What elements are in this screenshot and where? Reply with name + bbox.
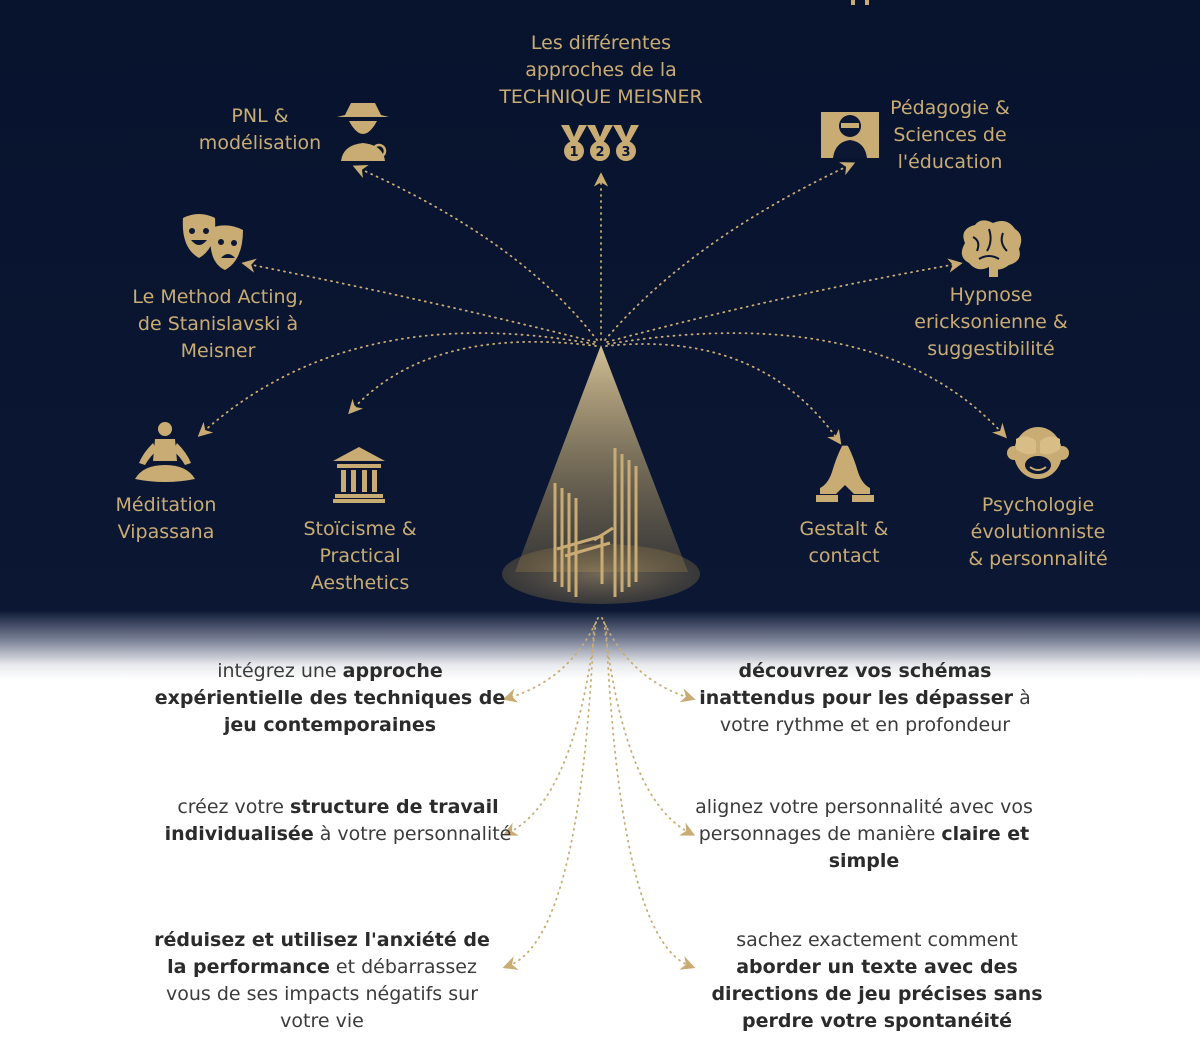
benefit-bold-text: structure de travail individualisée xyxy=(164,796,499,845)
node-stoicisme-line: Stoïcisme & xyxy=(303,518,417,540)
benefit-bold-text: réduisez et utilisez l'anxiété de la performance xyxy=(154,929,490,978)
node-pedagogie-line: Pédagogie & xyxy=(890,97,1010,119)
node-stoicisme-line: Aesthetics xyxy=(310,572,410,594)
benefit-bold-text: claire et simple xyxy=(828,823,1030,872)
benefit-5 xyxy=(142,927,502,1035)
benefit-text: créez votre xyxy=(177,796,291,818)
benefit-4 xyxy=(684,794,1044,875)
arrow-benefit-2 xyxy=(602,618,690,698)
node-hypnose xyxy=(914,282,1067,363)
node-pedagogie xyxy=(890,95,1010,176)
node-stoicisme-line: Practical xyxy=(319,545,401,567)
svg-text:3: 3 xyxy=(621,145,631,160)
benefit-3 xyxy=(158,794,518,848)
node-meisner-line: Les différentes xyxy=(530,32,672,54)
node-stoicisme xyxy=(303,516,416,597)
node-gestalt-line: Gestalt & xyxy=(799,518,889,540)
partial-top-icon xyxy=(851,0,869,5)
node-method-line: de Stanislavski à xyxy=(137,313,299,335)
benefit-bold-text: approche expérientielle des techniques de jeu contemporaines xyxy=(154,660,506,736)
node-meisner-line: approches de la xyxy=(525,59,677,81)
brain-icon xyxy=(962,220,1021,277)
svg-text:2: 2 xyxy=(595,145,605,160)
benefit-bold-text: découvrez vos schémas inattendus pour les dépasser xyxy=(699,660,1014,709)
benefit-text: alignez votre personnalité avec vos personnages de manière xyxy=(695,796,1033,845)
node-psychologie-line: Psychologie xyxy=(981,494,1095,516)
node-gestalt xyxy=(800,516,889,570)
medals-123-icon xyxy=(561,125,639,161)
teacher-icon xyxy=(821,112,879,158)
benefit-text: intégrez une xyxy=(217,660,343,682)
benefit-6 xyxy=(697,927,1057,1035)
meditation-icon xyxy=(135,422,195,482)
node-method-line: Meisner xyxy=(180,340,256,362)
node-meditation xyxy=(116,492,217,546)
benefit-text: sachez exactement comment xyxy=(736,929,1018,951)
benefit-text: à votre rythme et en profondeur xyxy=(719,687,1031,736)
arrow-benefit-1 xyxy=(508,618,598,698)
arrow-benefit-3 xyxy=(508,622,596,833)
arrow-pedagogie xyxy=(605,165,850,340)
arrow-benefit-6 xyxy=(606,626,690,966)
node-hypnose-line: Hypnose xyxy=(949,284,1033,306)
see-no-evil-monkey-icon xyxy=(1007,427,1069,479)
node-method xyxy=(132,284,303,365)
arrow-benefit-4 xyxy=(604,622,690,833)
node-psychologie xyxy=(968,492,1107,573)
node-gestalt-line: contact xyxy=(808,545,880,567)
node-psychologie-line: évolutionniste xyxy=(970,521,1106,543)
benefit-text: à votre personnalité xyxy=(313,823,512,845)
arrow-hypnose xyxy=(607,264,957,342)
node-meditation-line: Vipassana xyxy=(117,521,215,543)
node-method-line: Le Method Acting, xyxy=(132,286,304,308)
detective-icon xyxy=(337,103,389,161)
benefit-text: et débarrassez vous de ses impacts négatifs sur votre vie xyxy=(165,956,479,1032)
temple-icon xyxy=(333,447,385,503)
node-pnl-line: modélisation xyxy=(198,132,322,154)
node-meisner xyxy=(499,30,702,111)
node-pedagogie-line: l'éducation xyxy=(897,151,1003,173)
node-pnl-line: PNL & xyxy=(231,105,289,127)
benefit-2 xyxy=(685,658,1045,739)
node-hypnose-line: suggestibilité xyxy=(927,338,1055,360)
benefit-1 xyxy=(150,658,510,739)
node-meditation-line: Méditation xyxy=(115,494,217,516)
node-hypnose-line: ericksonienne & xyxy=(914,311,1068,333)
arrow-benefit-5 xyxy=(508,626,594,966)
arrow-stoicisme xyxy=(352,342,596,410)
node-pedagogie-line: Sciences de xyxy=(893,124,1007,146)
theater-masks-icon xyxy=(183,214,243,270)
node-psychologie-line: & personnalité xyxy=(968,548,1108,570)
svg-text:1: 1 xyxy=(569,145,579,160)
arrow-gestalt xyxy=(606,344,838,440)
benefit-bold-text: aborder un texte avec des directions de jeu précises sans perdre votre spontanéité xyxy=(711,956,1043,1032)
node-pnl xyxy=(199,103,321,157)
praying-hands-icon xyxy=(816,446,874,503)
node-meisner-line: TECHNIQUE MEISNER xyxy=(499,86,703,108)
